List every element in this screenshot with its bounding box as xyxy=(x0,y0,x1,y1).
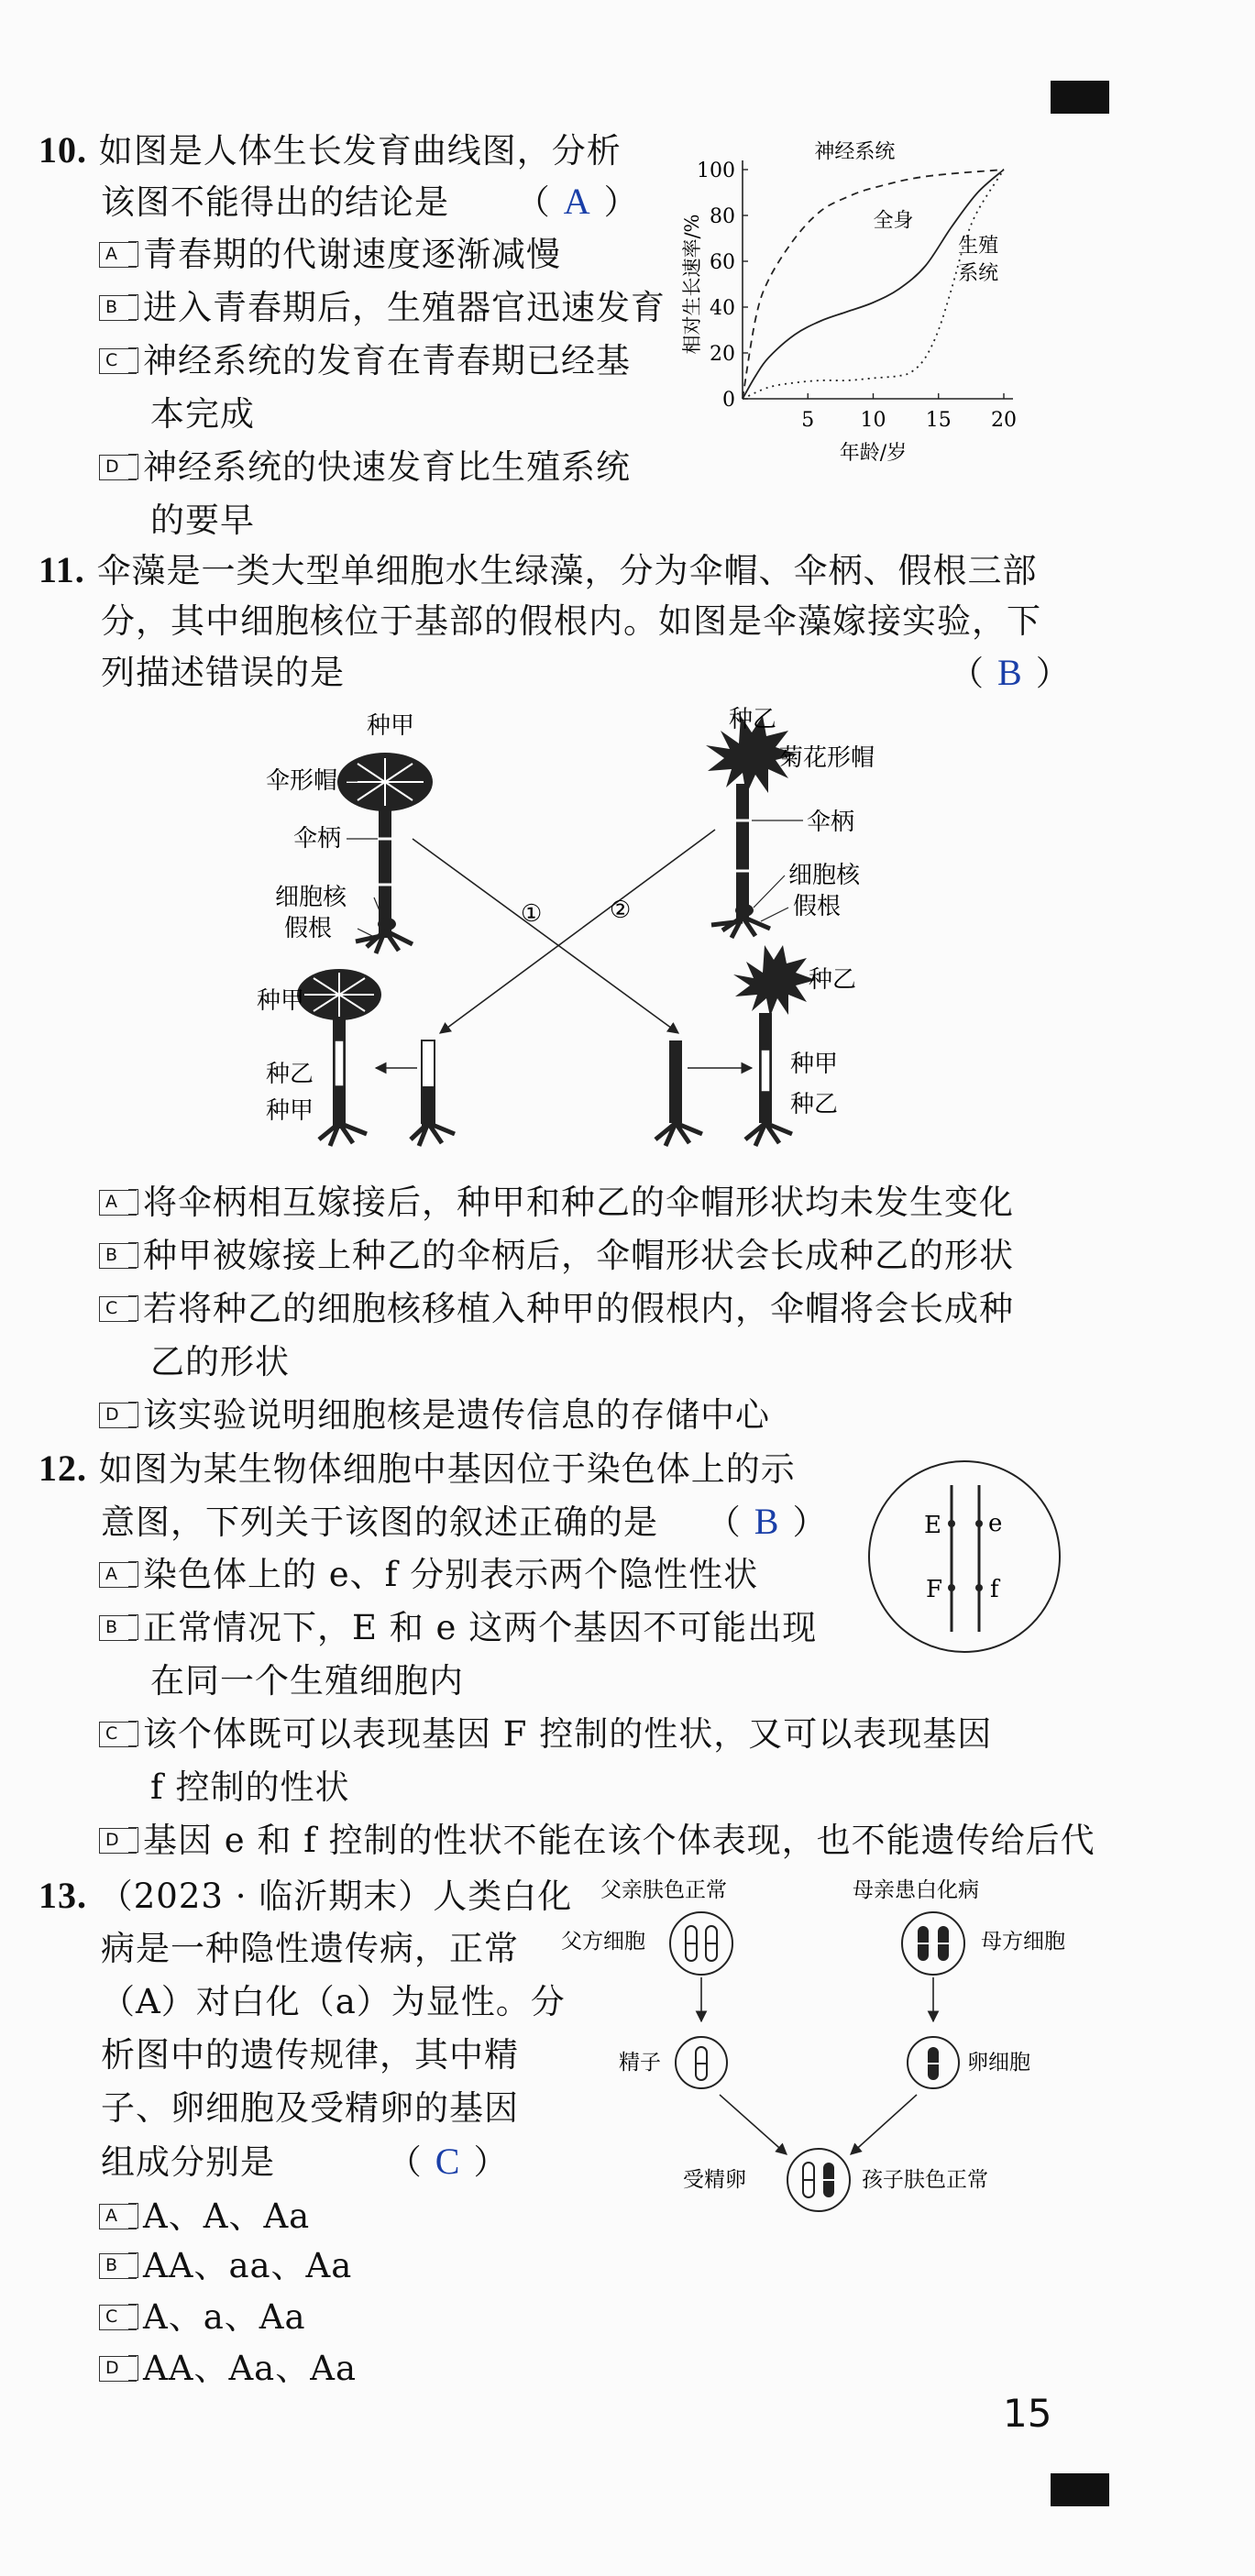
x-tick-label: 20 xyxy=(991,409,1017,432)
option-b-text: 进入青春期后，生殖器官迅速发育 xyxy=(143,288,666,327)
question-stem-line: 分，其中细胞核位于基部的假根内。如图是伞藻嫁接实验，下 xyxy=(101,601,1041,641)
option-a-marker: A xyxy=(97,240,139,270)
question-number: 12. xyxy=(39,1448,87,1489)
label-zhong-jia: 种甲 xyxy=(367,712,415,740)
child-label: 孩子肤色正常 xyxy=(862,2168,988,2192)
x-tick-label: 5 xyxy=(801,409,815,432)
option-c-marker: C xyxy=(97,2303,139,2332)
answer: B xyxy=(754,1501,780,1542)
question-stem-line: 列描述错误的是 xyxy=(101,653,345,692)
option-b-text-cont: 在同一个生殖细胞内 xyxy=(150,1661,464,1701)
label-ju-hua-xing-mao: 菊花形帽 xyxy=(779,744,875,772)
gene-e-label: e xyxy=(988,1510,1003,1537)
chromosome-figure xyxy=(862,1458,1073,1659)
y-tick-label: 100 xyxy=(697,160,735,182)
answer: A xyxy=(563,181,591,222)
label-bottom-zhong-yi-right-2: 种乙 xyxy=(790,1091,839,1118)
mother-cell-label: 母方细胞 xyxy=(981,1930,1065,1954)
species-jia-top xyxy=(337,753,433,953)
option-a-marker: A xyxy=(97,1560,139,1590)
mother-cell xyxy=(902,1912,964,1975)
option-d-marker: D xyxy=(97,1826,139,1855)
option-d-text-cont: 的要早 xyxy=(150,501,255,540)
question-stem-line: （2023 · 临沂期末）人类白化 xyxy=(98,1877,573,1916)
series-label-reproductive-1: 生殖 xyxy=(958,235,999,258)
question-number: 10. xyxy=(39,129,87,171)
option-b-marker: B xyxy=(97,2251,139,2281)
graft-stalk-right xyxy=(655,1040,702,1146)
label-san-bing: 伞柄 xyxy=(293,825,342,853)
question-stem-line: 病是一种隐性遗传病，正常 xyxy=(101,1929,519,1968)
label-san-bing-right: 伞柄 xyxy=(807,809,855,836)
zygote-cell xyxy=(787,2149,850,2211)
page-number: 15 xyxy=(1003,2391,1052,2436)
option-b-text: 种甲被嫁接上种乙的伞柄后，伞帽形状会长成种乙的形状 xyxy=(143,1236,1014,1275)
albinism-heredity-figure xyxy=(559,1875,1073,2241)
x-tick-label: 15 xyxy=(925,409,952,432)
option-c-text-cont: 乙的形状 xyxy=(150,1342,290,1382)
question-stem-line: 组成分别是 xyxy=(101,2142,275,2182)
option-c-text-cont: f 控制的性状 xyxy=(150,1767,350,1807)
label-arrow-1: ① xyxy=(521,900,543,928)
option-a-marker: A xyxy=(97,2202,139,2231)
egg-cell xyxy=(908,2037,959,2088)
sperm-cell xyxy=(676,2037,727,2088)
label-bottom-zhong-jia-right: 种甲 xyxy=(790,1051,839,1078)
series-label-whole-body: 全身 xyxy=(873,209,914,233)
question-stem-line: 伞藻是一类大型单细胞水生绿藻，分为伞帽、伞柄、假根三部 xyxy=(96,551,1038,590)
growth-curve-chart xyxy=(678,138,1045,504)
y-tick-label: 60 xyxy=(710,251,735,274)
option-d-text: AA、Aa、Aa xyxy=(143,2349,357,2388)
answer: B xyxy=(997,652,1023,693)
option-b-marker: B xyxy=(97,1241,139,1271)
gene-E-label: E xyxy=(924,1512,941,1539)
series-label-nerve: 神经系统 xyxy=(814,140,896,164)
option-a-text: A、A、Aa xyxy=(143,2196,311,2236)
y-tick-label: 0 xyxy=(722,389,735,412)
label-bottom-zhong-yi: 种乙 xyxy=(266,1061,314,1088)
acetabularia-grafting-figure xyxy=(229,701,944,1160)
question-stem-line: 析图中的遗传规律，其中精 xyxy=(101,2035,519,2075)
question-stem-line: 如图为某生物体细胞中基因位于染色体上的示 xyxy=(98,1449,796,1489)
option-c-marker: C xyxy=(97,1294,139,1324)
sperm-label: 精子 xyxy=(619,2051,661,2075)
option-c-text: 该个体既可以表现基因 F 控制的性状，又可以表现基因 xyxy=(143,1714,993,1754)
label-xi-bao-he: 细胞核 xyxy=(275,884,347,911)
option-a-text: 青春期的代谢速度逐渐减慢 xyxy=(143,235,561,274)
option-c-marker: C xyxy=(97,347,139,376)
option-d-marker: D xyxy=(97,2354,139,2383)
option-b-text: 正常情况下，E 和 e 这两个基因不可能出现 xyxy=(143,1608,818,1647)
top-corner-mark xyxy=(1051,81,1109,114)
question-stem-line: （A）对白化（a）为显性。分 xyxy=(101,1982,566,2021)
gene-f-label: f xyxy=(990,1576,999,1603)
option-c-marker: C xyxy=(97,1720,139,1749)
label-jia-gen: 假根 xyxy=(284,915,333,942)
question-number: 11. xyxy=(39,549,85,590)
y-tick-label: 40 xyxy=(710,297,735,320)
series-label-reproductive-2: 系统 xyxy=(958,262,999,285)
question-stem-line: 该图不能得出的结论是 xyxy=(101,182,449,222)
option-d-text: 基因 e 和 f 控制的性状不能在该个体表现，也不能遗传给后代 xyxy=(143,1821,1095,1860)
y-tick-label: 80 xyxy=(710,205,735,228)
father-cell-label: 父方细胞 xyxy=(561,1930,645,1954)
label-zhong-yi: 种乙 xyxy=(729,706,777,733)
egg-label: 卵细胞 xyxy=(967,2051,1030,2075)
question-stem-line: 意图，下列关于该图的叙述正确的是 xyxy=(101,1503,658,1542)
option-a-text: 将伞柄相互嫁接后，种甲和种乙的伞帽形状均未发生变化 xyxy=(143,1183,1014,1222)
label-bottom-zhong-jia-2: 种甲 xyxy=(266,1097,314,1125)
option-b-text: AA、aa、Aa xyxy=(143,2246,353,2285)
label-bottom-zhong-yi-right: 种乙 xyxy=(809,966,857,994)
x-tick-label: 10 xyxy=(860,409,886,432)
label-bottom-zhong-jia: 种甲 xyxy=(257,987,305,1015)
graft-stalk-left xyxy=(411,1040,455,1146)
label-arrow-2: ② xyxy=(610,897,632,924)
y-axis-label: 相对生长速率/% xyxy=(681,214,703,355)
father-cell xyxy=(670,1912,732,1975)
y-tick-label: 20 xyxy=(710,343,735,366)
option-a-marker: A xyxy=(97,1188,139,1217)
question-stem-line: 如图是人体生长发育曲线图，分析 xyxy=(98,131,622,171)
bottom-corner-mark xyxy=(1051,2473,1109,2506)
option-d-marker: D xyxy=(97,453,139,482)
gene-F-label: F xyxy=(926,1576,943,1603)
option-d-text: 神经系统的快速发育比生殖系统 xyxy=(143,447,631,487)
father-title: 父亲肤色正常 xyxy=(600,1878,727,1902)
option-c-text-cont: 本完成 xyxy=(150,394,255,434)
option-d-marker: D xyxy=(97,1401,139,1430)
question-stem-line: 子、卵细胞及受精卵的基因 xyxy=(101,2088,519,2128)
label-xi-bao-he-right: 细胞核 xyxy=(788,862,861,889)
option-b-marker: B xyxy=(97,1613,139,1643)
question-number: 13. xyxy=(39,1875,87,1916)
x-axis-label: 年龄/岁 xyxy=(839,442,908,465)
option-c-text: 神经系统的发育在青春期已经基 xyxy=(143,341,631,380)
option-b-marker: B xyxy=(97,293,139,323)
option-a-text: 染色体上的 e、f 分别表示两个隐性性状 xyxy=(143,1555,759,1594)
option-d-text: 该实验说明细胞核是遗传信息的存储中心 xyxy=(143,1395,770,1435)
label-san-xing-mao: 伞形帽 xyxy=(266,767,338,795)
zygote-label: 受精卵 xyxy=(683,2168,746,2192)
option-c-text: 若将种乙的细胞核移植入种甲的假根内，伞帽将会长成种 xyxy=(143,1289,1014,1328)
answer: C xyxy=(435,2141,461,2182)
mother-title: 母亲患白化病 xyxy=(853,1878,979,1902)
option-c-text: A、a、Aa xyxy=(143,2297,306,2337)
label-jia-gen-right: 假根 xyxy=(793,893,842,920)
